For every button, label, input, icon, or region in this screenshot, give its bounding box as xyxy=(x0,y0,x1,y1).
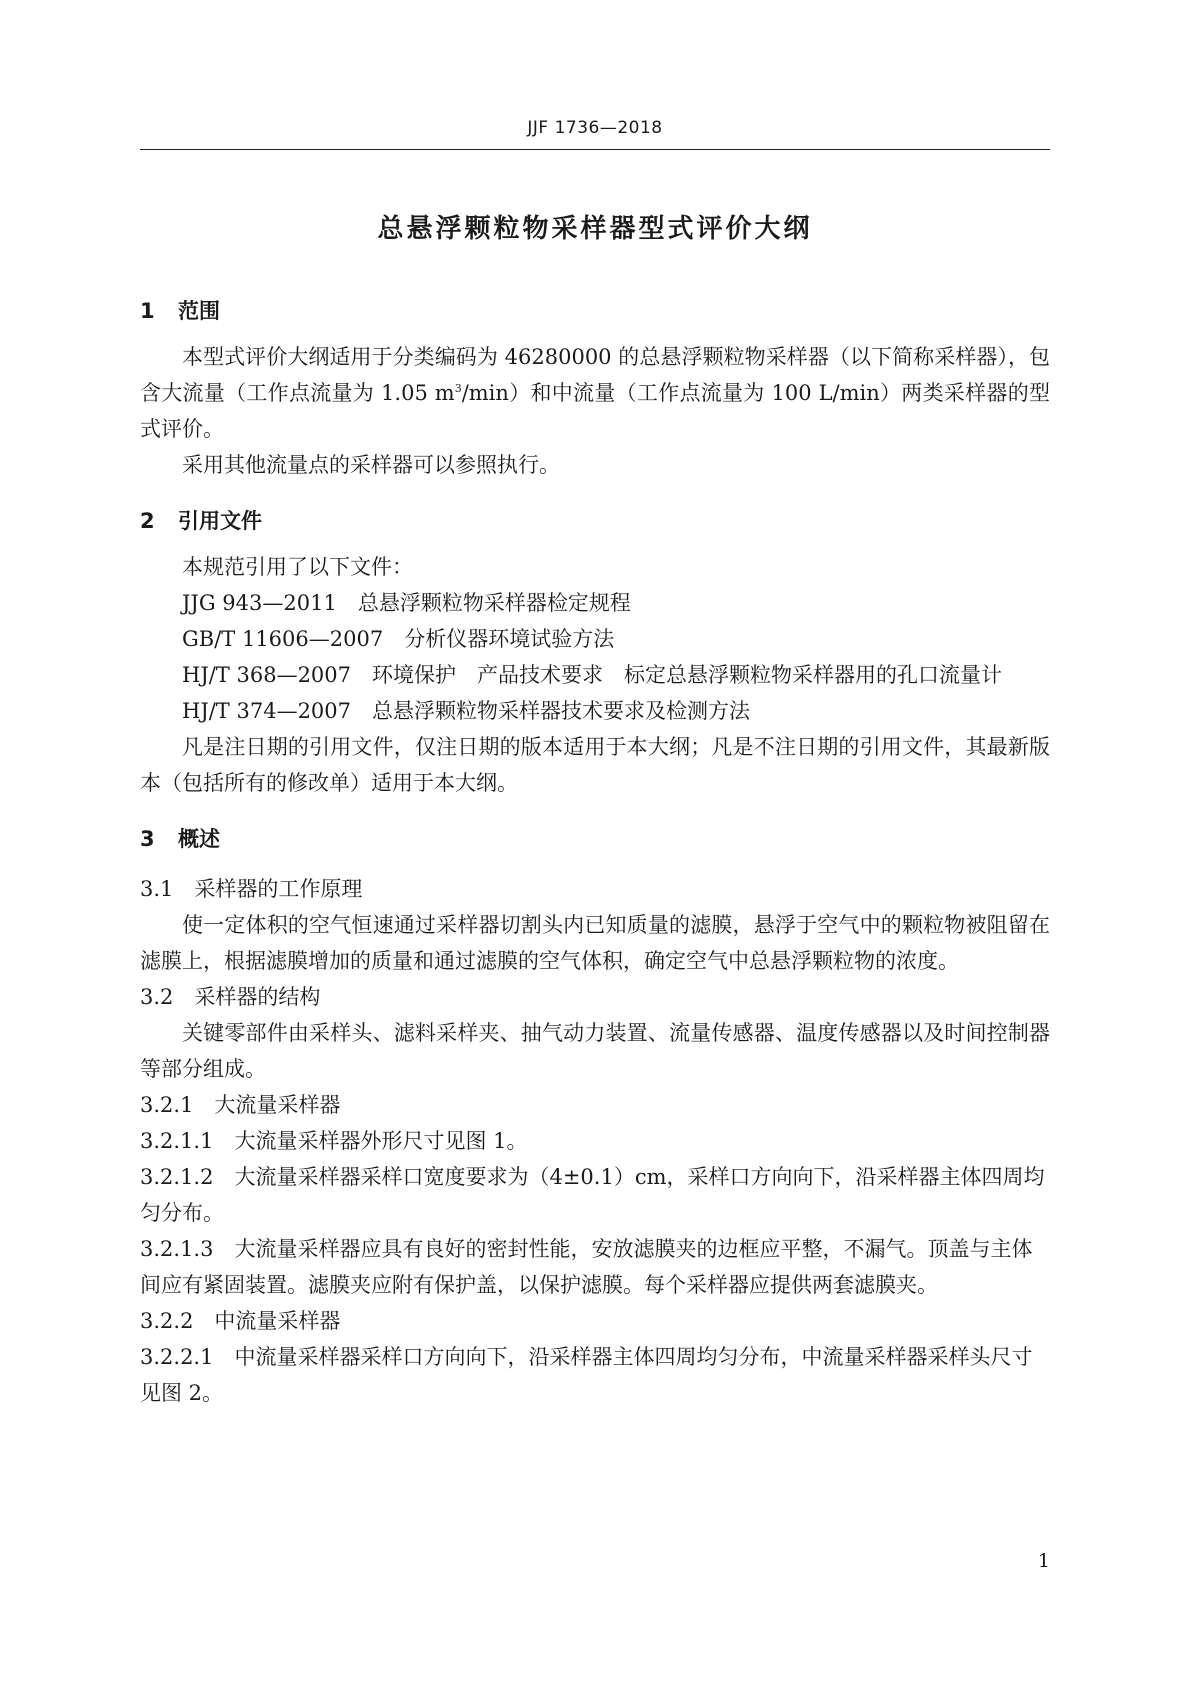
structure-paragraph: 关键零部件由采样头、滤料采样夹、抽气动力装置、流量传感器、温度传感器以及时间控制器等部分组成。 xyxy=(140,1021,1050,1081)
section-1-heading xyxy=(140,293,1050,329)
references-note: 凡是注日期的引用文件，仅注日期的版本适用于本大纲；凡是不注日期的引用文件，其最新版本（包括所有的修改单）适用于本大纲。 xyxy=(140,735,1050,795)
clause: 3.2.2.1 中流量采样器采样口方向向下，沿采样器主体四周均匀分布，中流量采样器采样头尺寸见图 2。 xyxy=(140,1345,1033,1405)
references-intro: 本规范引用了以下文件： xyxy=(182,555,413,579)
subsection-heading: 3.2 采样器的结构 xyxy=(140,985,321,1009)
unit-superscript: 3 xyxy=(454,382,462,395)
subsection-heading: 3.2.1 大流量采样器 xyxy=(140,1093,341,1117)
section-2-heading xyxy=(140,503,1050,539)
reference-item: HJ/T 368—2007 环境保护 产品技术要求 标定总悬浮颗粒物采样器用的孔口流量计 xyxy=(182,663,1003,687)
reference-item: GB/T 11606—2007 分析仪器环境试验方法 xyxy=(182,627,615,651)
section-number: 1 xyxy=(140,299,155,323)
scope-paragraph xyxy=(140,339,1050,447)
scope-note: 采用其他流量点的采样器可以参照执行。 xyxy=(182,453,560,477)
running-header: JJF 1736—2018 xyxy=(527,118,663,138)
document-title: 总悬浮颗粒物采样器型式评价大纲 xyxy=(377,214,813,244)
clause: 3.2.1.1 大流量采样器外形尺寸见图 1。 xyxy=(140,1129,528,1153)
reference-item: HJ/T 374—2007 总悬浮颗粒物采样器技术要求及检测方法 xyxy=(182,699,751,723)
header-rule xyxy=(140,149,1050,150)
document-body xyxy=(140,293,1050,1411)
subsection-heading: 3.1 采样器的工作原理 xyxy=(140,877,363,901)
clause: 3.2.1.2 大流量采样器采样口宽度要求为（4±0.1）cm，采样口方向向下，沿采样器主体四周均匀分布。 xyxy=(140,1165,1045,1225)
scope-text-2: /min）和中流量（工作点流量为 100 L/min）两类采样器的型式评价。 xyxy=(140,381,1050,441)
page-number: 1 xyxy=(1037,1550,1050,1572)
subsection-heading: 3.2.2 中流量采样器 xyxy=(140,1309,341,1333)
section-3-heading xyxy=(140,821,1050,857)
clause: 3.2.1.3 大流量采样器应具有良好的密封性能，安放滤膜夹的边框应平整，不漏气。顶盖与主体间应有紧固装置。滤膜夹应附有保护盖，以保护滤膜。每个采样器应提供两套滤膜夹。 xyxy=(140,1237,1033,1297)
section-title: 概述 xyxy=(178,827,220,851)
section-title: 引用文件 xyxy=(178,509,262,533)
section-title: 范围 xyxy=(178,299,220,323)
principle-paragraph: 使一定体积的空气恒速通过采样器切割头内已知质量的滤膜，悬浮于空气中的颗粒物被阻留在滤膜上，根据滤膜增加的质量和通过滤膜的空气体积，确定空气中总悬浮颗粒物的浓度。 xyxy=(140,913,1050,973)
scope-text-1: 本型式评价大纲适用于分类编码为 46280000 的总悬浮颗粒物采样器（以下简称采样器），包含大流量（工作点流量为 1.05 m xyxy=(140,345,1050,405)
section-number: 2 xyxy=(140,509,155,533)
reference-item: JJG 943—2011 总悬浮颗粒物采样器检定规程 xyxy=(182,591,631,615)
section-number: 3 xyxy=(140,827,155,851)
